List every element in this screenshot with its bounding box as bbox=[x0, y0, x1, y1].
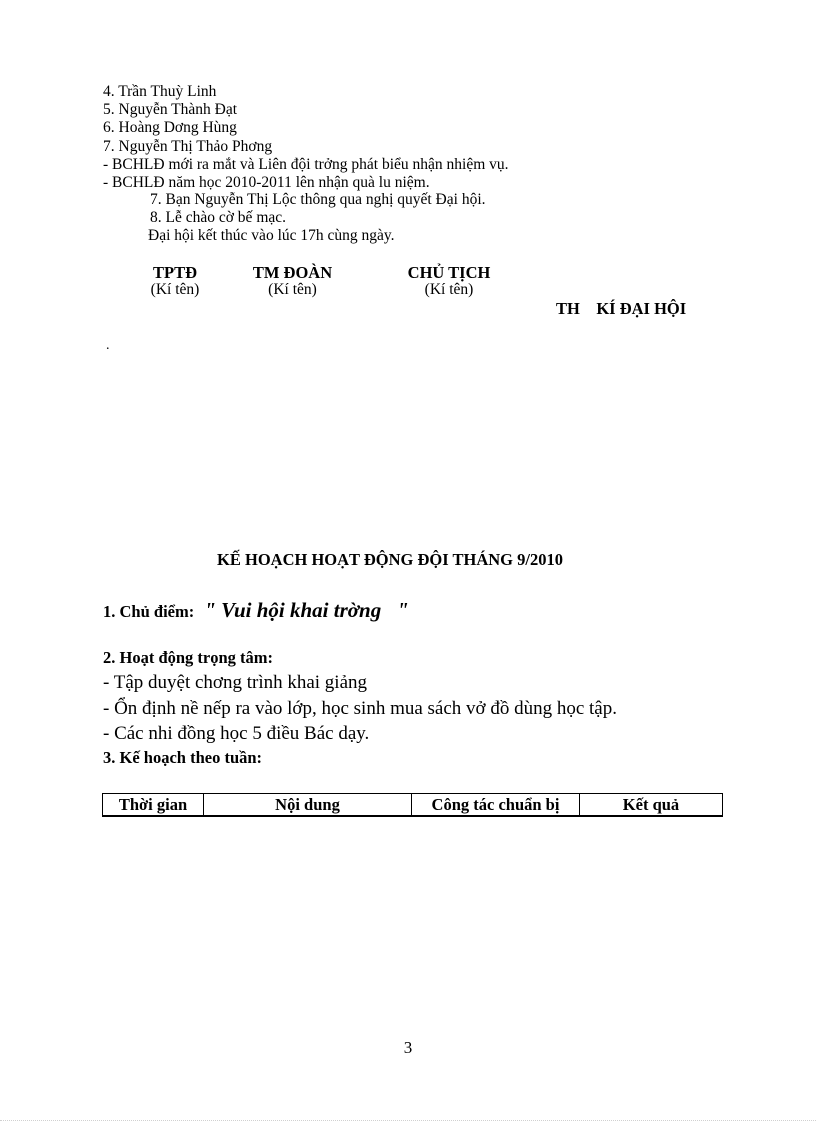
focus-list bbox=[103, 670, 617, 747]
signature-note: (Kí tên) bbox=[150, 281, 200, 298]
column-header-time: Thời gian bbox=[103, 794, 204, 817]
list-line: 4. Trần Thuỳ Linh bbox=[103, 83, 217, 100]
list-line: 6. Hoàng Dơng Hùng bbox=[103, 119, 237, 137]
list-line: 5. Nguyễn Thành Đạt bbox=[103, 101, 238, 119]
signature-role: CHỦ TỊCH bbox=[407, 263, 491, 282]
plan-title: KẾ HOẠCH HOẠT ĐỘNG ĐỘI THÁNG 9/2010 bbox=[217, 550, 563, 569]
member-list bbox=[103, 83, 509, 192]
signature-chu-tich bbox=[397, 264, 501, 298]
theme-row bbox=[103, 598, 409, 623]
weekly-plan-table bbox=[102, 793, 723, 817]
column-header-preparation: Công tác chuẩn bị bbox=[412, 794, 580, 817]
weekly-plan-title: 3. Kế hoạch theo tuần: bbox=[103, 748, 263, 767]
theme-value: " Vui hội khai trờng " bbox=[204, 598, 409, 622]
signature-role: TH KÍ ĐẠI HỘI bbox=[556, 299, 687, 318]
focus-item: - Tập duyệt chơng trình khai giảng bbox=[103, 672, 368, 693]
table-header-row bbox=[103, 794, 723, 817]
focus-title: 2. Hoạt động trọng tâm: bbox=[103, 648, 274, 667]
agenda-list bbox=[148, 191, 486, 246]
agenda-line: 8. Lễ chào cờ bế mạc. bbox=[150, 209, 287, 227]
signature-note: (Kí tên) bbox=[424, 281, 474, 298]
list-line: 7. Nguyễn Thị Thảo Phơng bbox=[103, 137, 273, 155]
theme-label: 1. Chủ điểm: bbox=[103, 602, 195, 621]
agenda-line: Đại hội kết thúc vào lúc 17h cùng ngày. bbox=[148, 227, 395, 245]
agenda-line: 7. Bạn Nguyễn Thị Lộc thông qua nghị quyết Đại hội. bbox=[150, 191, 486, 208]
signature-role: TPTĐ bbox=[152, 263, 197, 282]
signature-tm-doan bbox=[240, 264, 345, 298]
list-line: - BCHLĐ năm học 2010-2011 lên nhận quà lu niệm. bbox=[103, 174, 430, 192]
page-bottom-edge bbox=[0, 1120, 816, 1121]
signature-note: (Kí tên) bbox=[268, 281, 317, 298]
signature-tptd bbox=[140, 264, 210, 298]
page-number: 3 bbox=[403, 1038, 413, 1057]
focus-item: - Các nhi đồng học 5 điều Bác dạy. bbox=[103, 723, 370, 744]
column-header-result: Kết quả bbox=[580, 794, 723, 817]
focus-item: - Ổn định nề nếp ra vào lớp, học sinh mua sách vở đồ dùng học tập. bbox=[103, 697, 617, 719]
signature-role: TM ĐOÀN bbox=[252, 263, 333, 282]
list-line: - BCHLĐ mới ra mắt và Liên đội trởng phát biểu nhận nhiệm vụ. bbox=[103, 155, 509, 173]
stray-dot: . bbox=[106, 338, 110, 353]
signature-thu-ki bbox=[556, 264, 686, 336]
column-header-content: Nội dung bbox=[204, 794, 412, 817]
